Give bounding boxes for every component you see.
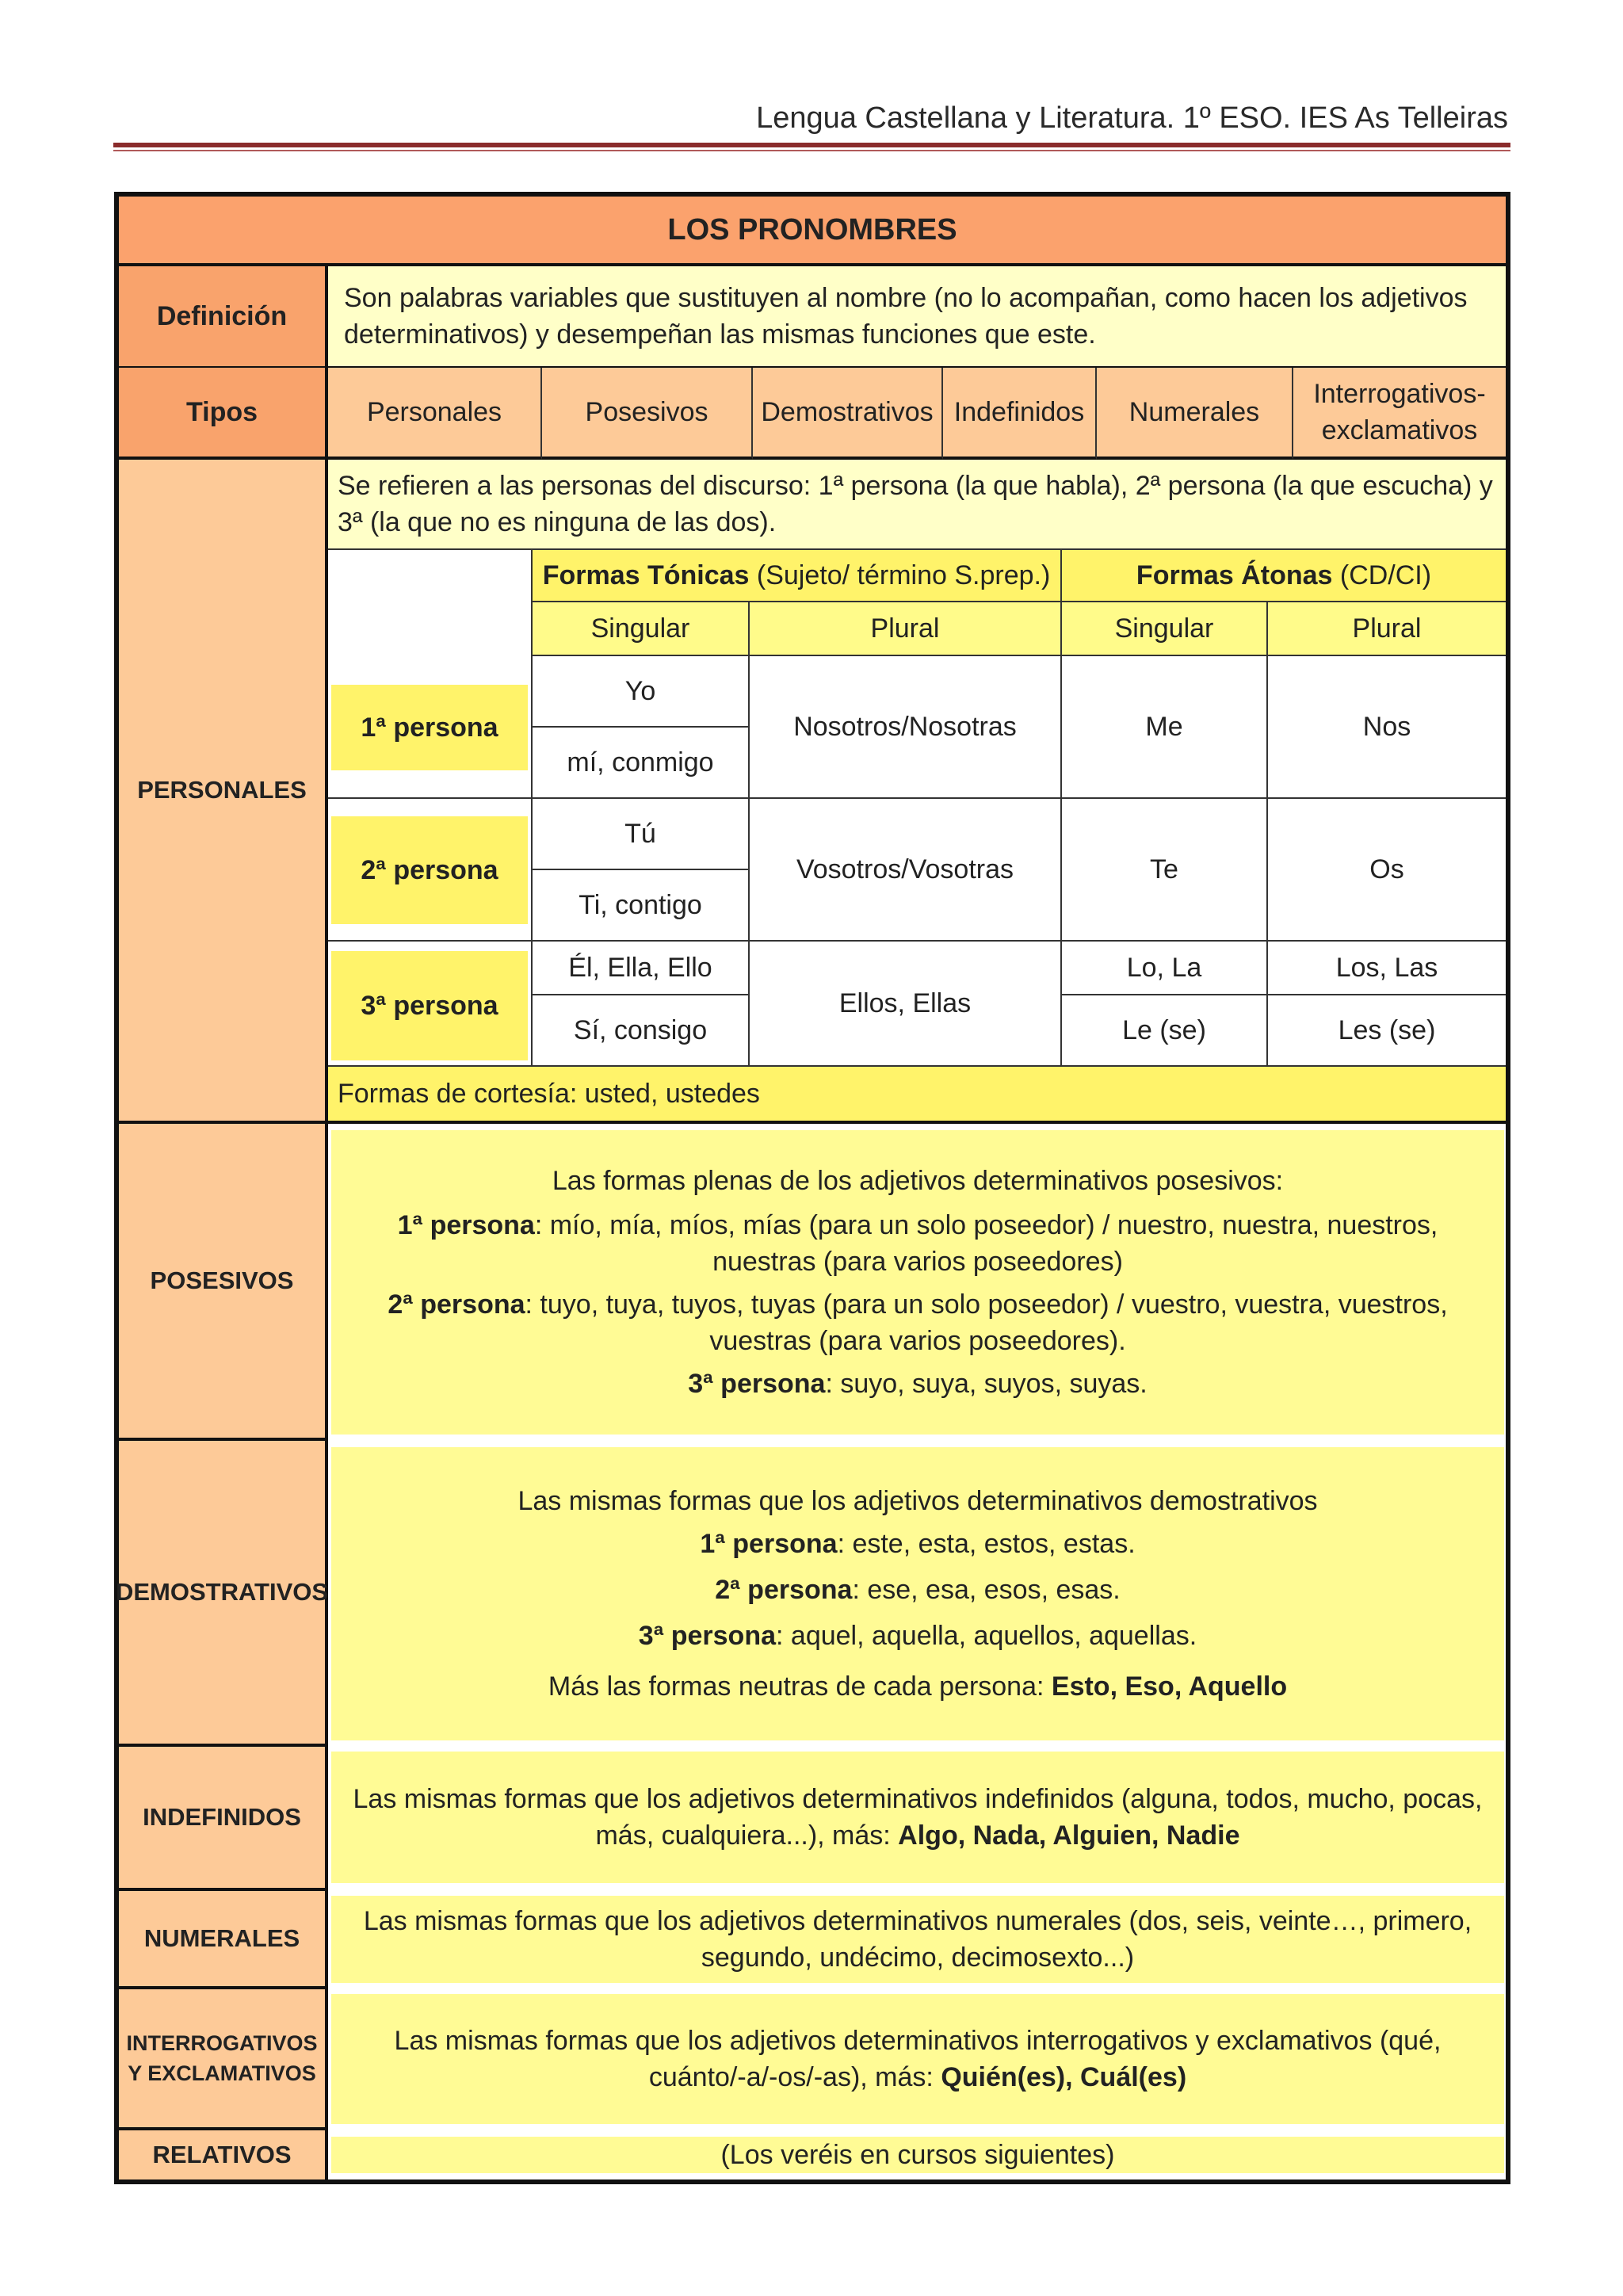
table-cell bbox=[1062, 656, 1268, 799]
atonas-header bbox=[1062, 548, 1506, 601]
cell-text: Me bbox=[1145, 712, 1183, 742]
tipo-posesivos bbox=[542, 368, 753, 460]
demostrativos-label: DEMOSTRATIVOS bbox=[115, 1578, 329, 1606]
indefinidos-text: Las mismas formas que los adjetivos determinativos indefinidos (alguna, todos, mucho, pocas, más, cualquiera...), más: bbox=[353, 1784, 1483, 1851]
cell-text: Lo, La bbox=[1126, 953, 1202, 983]
demostrativos-p1-bold: 1ª persona bbox=[700, 1529, 838, 1559]
header-rule bbox=[113, 143, 1510, 147]
posesivos-intro: Las formas plenas de los adjetivos determinativos posesivos: bbox=[552, 1166, 1284, 1196]
demostrativos-p2-text: : ese, esa, esos, esas. bbox=[852, 1575, 1121, 1605]
tonicas-singular-header bbox=[533, 601, 750, 656]
tipo-interrogativos bbox=[1293, 368, 1506, 460]
cell-text: Ti, contigo bbox=[579, 890, 702, 920]
demostrativos-content bbox=[331, 1447, 1504, 1740]
demostrativos-intro: Las mismas formas que los adjetivos determinativos demostrativos bbox=[517, 1486, 1318, 1516]
personales-intro: Se refieren a las personas del discurso: 1ª persona (la que habla), 2ª persona (la que escucha) y 3ª (la que no es ninguna de las dos). bbox=[338, 471, 1493, 537]
personales-label: PERSONALES bbox=[137, 776, 307, 804]
demostrativos-p2-bold: 2ª persona bbox=[715, 1575, 853, 1605]
numerales-content bbox=[331, 1896, 1504, 1983]
cell-text: Vosotros/Vosotras bbox=[796, 854, 1014, 884]
cell-text: mí, conmigo bbox=[567, 747, 714, 777]
demostrativos-p3-bold: 3ª persona bbox=[638, 1621, 777, 1651]
table-cell bbox=[533, 799, 750, 870]
atonas-title-bold: Formas Átonas bbox=[1136, 560, 1333, 590]
personales-intro-cell bbox=[328, 460, 1506, 548]
header-rule-thin bbox=[113, 150, 1510, 151]
persona-label: 2ª persona bbox=[361, 855, 498, 885]
empty-corner bbox=[328, 548, 533, 656]
posesivos-p2-text: : tuyo, tuya, tuyos, tuyas (para un solo poseedor) / vuestro, vuestra, vuestros, vuestras (para varios poseedores). bbox=[525, 1289, 1448, 1356]
cell-text: Te bbox=[1150, 854, 1178, 884]
table-cell bbox=[750, 656, 1062, 799]
cell-text: Os bbox=[1369, 854, 1404, 884]
posesivos-label-cell bbox=[119, 1124, 328, 1441]
persona-1-cell bbox=[328, 656, 533, 799]
interrogativos-label-cell bbox=[119, 1989, 328, 2130]
cell-text: Sí, consigo bbox=[573, 1015, 708, 1045]
table-cell bbox=[1062, 799, 1268, 942]
table-title-cell bbox=[119, 197, 1506, 266]
numerales-label: NUMERALES bbox=[143, 1924, 300, 1952]
indefinidos-label: INDEFINIDOS bbox=[143, 1803, 301, 1831]
demostrativos-neutras-bold: Esto, Eso, Aquello bbox=[1051, 1671, 1288, 1702]
persona-1-highlight bbox=[331, 685, 528, 770]
page-header: Lengua Castellana y Literatura. 1º ESO. IES As Telleiras bbox=[756, 101, 1508, 135]
table-cell bbox=[1268, 656, 1506, 799]
cell-text: Les (se) bbox=[1338, 1015, 1436, 1045]
cell-text: Los, Las bbox=[1335, 953, 1438, 983]
tonicas-header bbox=[533, 548, 1062, 601]
persona-3-cell bbox=[328, 942, 533, 1065]
demostrativos-label-cell bbox=[115, 1441, 329, 1747]
relativos-content bbox=[331, 2137, 1504, 2173]
cell-text: Yo bbox=[624, 676, 656, 706]
tipo-numerales bbox=[1097, 368, 1293, 460]
persona-2-highlight bbox=[331, 816, 528, 924]
table-cell bbox=[533, 942, 750, 995]
posesivos-p1-bold: 1ª persona bbox=[397, 1210, 535, 1240]
definicion-text-cell bbox=[328, 266, 1506, 368]
column-header: Plural bbox=[870, 613, 940, 644]
tipo-label: Indefinidos bbox=[953, 397, 1085, 427]
posesivos-p3-text: : suyo, suya, suyos, suyas. bbox=[825, 1369, 1148, 1399]
persona-label: 1ª persona bbox=[361, 712, 498, 743]
definicion-label-cell bbox=[119, 266, 328, 368]
definicion-label: Definición bbox=[156, 301, 288, 331]
tipo-label: Demostrativos bbox=[761, 397, 934, 427]
relativos-label: RELATIVOS bbox=[152, 2141, 292, 2168]
table-cell bbox=[533, 995, 750, 1065]
interrogativos-bold: Quién(es), Cuál(es) bbox=[941, 2062, 1187, 2092]
posesivos-content bbox=[331, 1130, 1504, 1435]
cell-text: Ellos, Ellas bbox=[838, 988, 972, 1018]
persona-3-highlight bbox=[331, 951, 528, 1060]
posesivos-p3-bold: 3ª persona bbox=[688, 1369, 826, 1399]
tipos-label: Tipos bbox=[185, 397, 258, 427]
cell-text: Nos bbox=[1362, 712, 1411, 742]
persona-label: 3ª persona bbox=[361, 991, 498, 1021]
atonas-singular-header bbox=[1062, 601, 1268, 656]
indefinidos-content bbox=[331, 1752, 1504, 1883]
table-cell bbox=[750, 799, 1062, 942]
cell-text: Le (se) bbox=[1122, 1015, 1206, 1045]
tonicas-title-bold: Formas Tónicas bbox=[542, 560, 750, 590]
tipo-label: Posesivos bbox=[585, 397, 708, 427]
atonas-title-rest: (CD/CI) bbox=[1332, 560, 1432, 590]
table-cell bbox=[533, 728, 750, 799]
table-title: LOS PRONOMBRES bbox=[667, 213, 957, 246]
posesivos-label: POSESIVOS bbox=[150, 1266, 294, 1294]
numerales-text: Las mismas formas que los adjetivos determinativos numerales (dos, seis, veinte…, primero, segundo, undécimo, decimosexto...) bbox=[363, 1906, 1472, 1973]
indefinidos-label-cell bbox=[119, 1747, 328, 1891]
cortesia-cell bbox=[328, 1065, 1506, 1124]
interrogativos-label-line1: INTERROGATIVOS bbox=[126, 2031, 318, 2055]
tipo-demostrativos bbox=[753, 368, 943, 460]
tipos-label-cell bbox=[119, 368, 328, 460]
table-cell bbox=[1268, 942, 1506, 995]
interrogativos-label-line2: Y EXCLAMATIVOS bbox=[128, 2061, 316, 2085]
table-cell bbox=[1062, 942, 1268, 995]
cortesia-text: Formas de cortesía: usted, ustedes bbox=[338, 1079, 760, 1109]
personales-label-cell bbox=[119, 460, 328, 1124]
pronombres-table bbox=[114, 192, 1510, 2184]
table-cell bbox=[533, 656, 750, 728]
indefinidos-bold: Algo, Nada, Alguien, Nadie bbox=[898, 1820, 1240, 1851]
tipo-label: Interrogativos-exclamativos bbox=[1313, 379, 1486, 445]
table-cell bbox=[533, 870, 750, 942]
column-header: Singular bbox=[590, 613, 690, 644]
demostrativos-neutras-text: Más las formas neutras de cada persona: bbox=[548, 1671, 1052, 1702]
tonicas-plural-header bbox=[750, 601, 1062, 656]
tipo-personales bbox=[328, 368, 542, 460]
numerales-label-cell bbox=[119, 1891, 328, 1989]
table-cell bbox=[1062, 995, 1268, 1065]
tipo-indefinidos bbox=[943, 368, 1097, 460]
table-cell bbox=[750, 942, 1062, 1065]
relativos-text: (Los veréis en cursos siguientes) bbox=[720, 2140, 1115, 2170]
relativos-label-cell bbox=[119, 2130, 328, 2179]
interrogativos-text: Las mismas formas que los adjetivos determinativos interrogativos y exclamativos (qué, cuánto/-a/-os/-as), más: bbox=[394, 2026, 1442, 2092]
demostrativos-p3-text: : aquel, aquella, aquellos, aquellas. bbox=[776, 1621, 1197, 1651]
cell-text: Nosotros/Nosotras bbox=[793, 712, 1017, 742]
cell-text: Él, Ella, Ello bbox=[568, 953, 712, 983]
demostrativos-p1-text: : este, esta, estos, estas. bbox=[837, 1529, 1136, 1559]
posesivos-p2-bold: 2ª persona bbox=[388, 1289, 525, 1320]
cell-text: Tú bbox=[624, 819, 656, 849]
tipo-label: Personales bbox=[366, 397, 502, 427]
definicion-text: Son palabras variables que sustituyen al nombre (no lo acompañan, como hacen los adjetivos determinativos) y desempeñan las mismas funciones que este. bbox=[344, 283, 1468, 350]
interrogativos-content bbox=[331, 1994, 1504, 2124]
posesivos-p1-text: : mío, mía, míos, mías (para un solo poseedor) / nuestro, nuestra, nuestros, nuestras (para varios poseedores) bbox=[534, 1210, 1438, 1277]
persona-2-cell bbox=[328, 799, 533, 942]
column-header: Singular bbox=[1114, 613, 1214, 644]
tipo-label: Numerales bbox=[1128, 397, 1260, 427]
atonas-plural-header bbox=[1268, 601, 1506, 656]
table-cell bbox=[1268, 995, 1506, 1065]
column-header: Plural bbox=[1352, 613, 1422, 644]
table-cell bbox=[1268, 799, 1506, 942]
tonicas-title-rest: (Sujeto/ término S.prep.) bbox=[749, 560, 1051, 590]
